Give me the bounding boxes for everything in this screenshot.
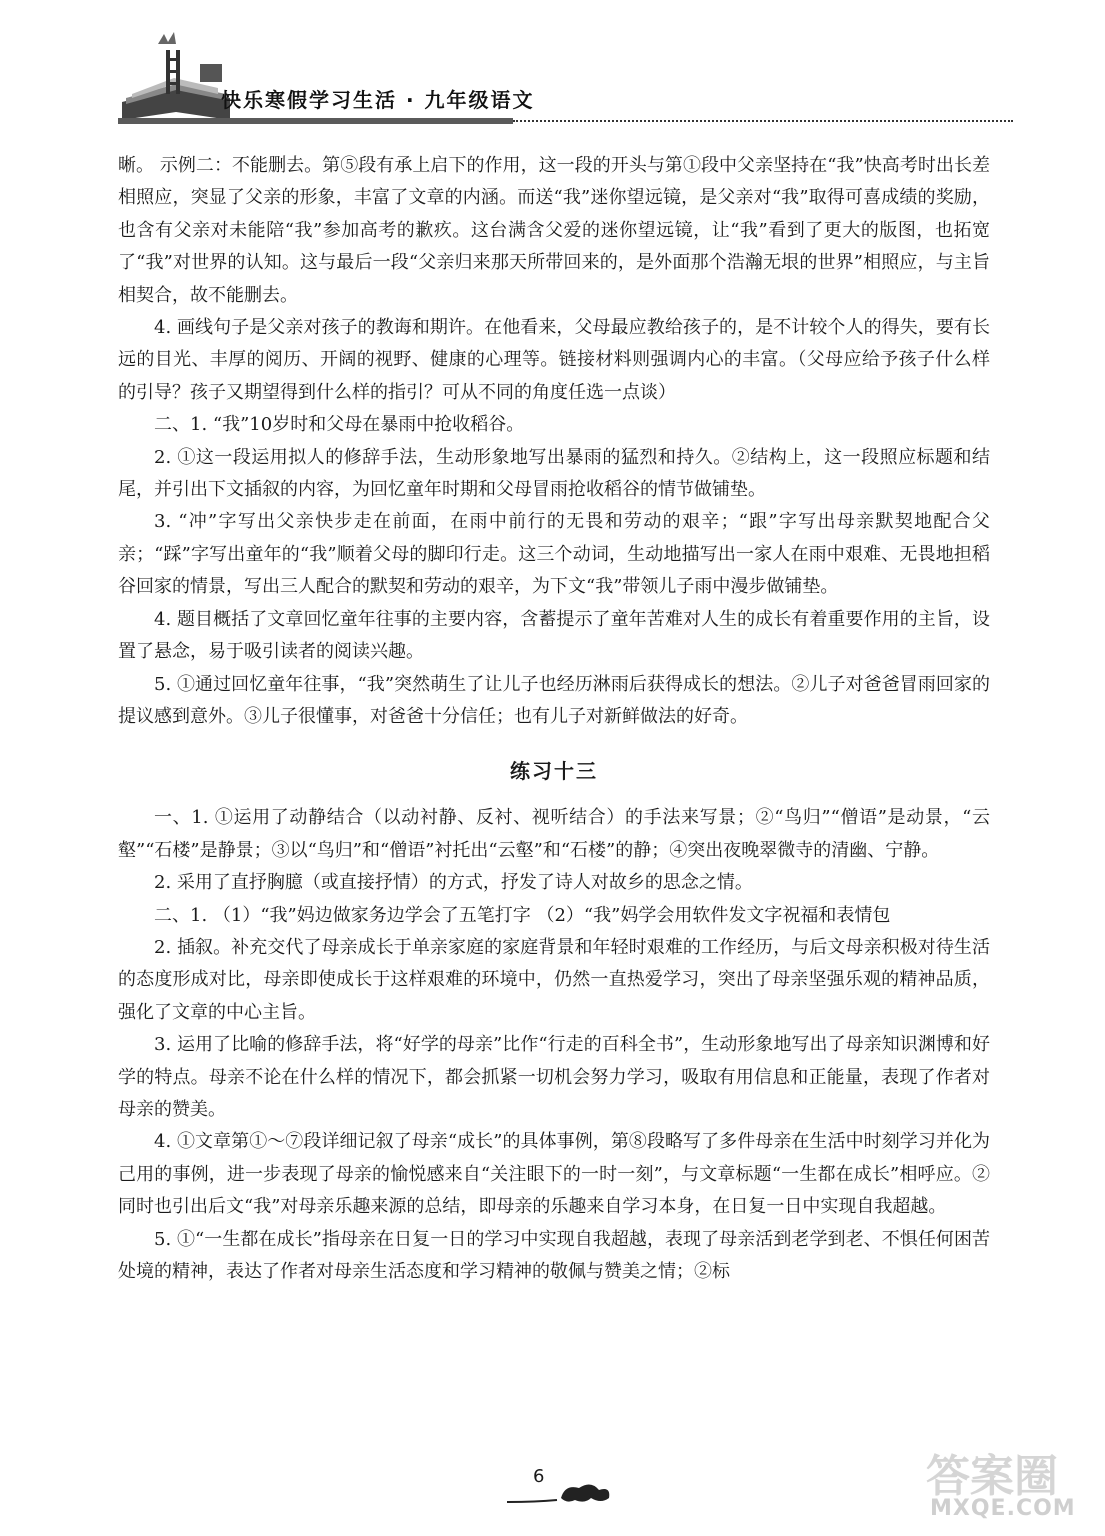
answer-paragraph: 2. 插叙。补充交代了母亲成长于单亲家庭的家庭背景和年轻时艰难的工作经历，与后文母亲积极对待生活的态度形成对比，母亲即使成长于这样艰难的环境中，仍然一直热爱学习，突出了母亲坚强乐观的精神品质，强化了文章的中心主旨。 bbox=[118, 936, 990, 1023]
header-dotted-line bbox=[513, 120, 1013, 122]
answer-paragraph: 晰。 示例二：不能删去。第⑤段有承上启下的作用，这一段的开头与第①段中父亲坚持在“我”快高考时出长差相照应，突显了父亲的形象，丰富了文章的内涵。而送“我”迷你望远镜，是父亲对“我”取得可喜成绩的奖励，也含有父亲对未能陪“我”参加高考的歉疚。这台满含父爱的迷你望远镜，让“我”看到了更大的版图，也拓宽了“我”对世界的认知。这与最后一段“父亲归来那天所带回来的，是外面那个浩瀚无垠的世界”相照应，与主旨相契合，故不能删去。 bbox=[118, 155, 990, 306]
answer-paragraph: 5. ①“一生都在成长”指母亲在日复一日的学习中实现自我超越，表现了母亲活到老学到老、不惧任何困苦处境的精神，表达了作者对母亲生活态度和学习精神的敬佩与赞美之情；②标 bbox=[118, 1228, 990, 1282]
answer-content bbox=[118, 150, 990, 1288]
page-number: 6 bbox=[533, 1466, 545, 1487]
answer-paragraph: 一、1. ①运用了动静结合（以动衬静、反衬、视听结合）的手法来写景；②“鸟归”“僧语”是动景，“云壑”“石楼”是静景；③以“鸟归”和“僧语”衬托出“云壑”和“石楼”的静；④突出夜晚翠微寺的清幽、宁静。 bbox=[118, 807, 990, 861]
book-series-title: 快乐寒假学习生活 · 九年级语文 bbox=[221, 88, 535, 112]
answer-paragraph: 2. 采用了直抒胸臆（或直接抒情）的方式，抒发了诗人对故乡的思念之情。 bbox=[154, 872, 753, 894]
answer-paragraph: 2. ①这一段运用拟人的修辞手法，生动形象地写出暴雨的猛烈和持久。②结构上，这一段照应标题和结尾，并引出下文插叙的内容，为回忆童年时期和父母冒雨抢收稻谷的情节做铺垫。 bbox=[118, 446, 990, 501]
book-logo-icon bbox=[118, 28, 238, 124]
answer-paragraph: 3. “冲”字写出父亲快步走在前面，在雨中前行的无畏和劳动的艰辛；“跟”字写出母亲默契地配合父亲；“踩”字写出童年的“我”顺着父母的脚印行走。这三个动词，生动地描写出一家人在雨中艰难、无畏地担稻谷回家的情景，写出三人配合的默契和劳动的艰辛，为下文“我”带领儿子雨中漫步做铺垫。 bbox=[118, 511, 990, 598]
answer-paragraph: 5. ①通过回忆童年往事，“我”突然萌生了让儿子也经历淋雨后获得成长的想法。②儿子对爸爸冒雨回家的提议感到意外。③儿子很懂事，对爸爸十分信任；也有儿子对新鲜做法的好奇。 bbox=[118, 673, 990, 727]
section-title: 练习十三 bbox=[510, 759, 598, 784]
answer-paragraph: 3. 运用了比喻的修辞手法，将“好学的母亲”比作“行走的百科全书”，生动形象地写出了母亲知识渊博和好学的特点。母亲不论在什么样的情况下，都会抓紧一切机会努力学习，吸取有用信息和正能量，表现了作者对母亲的赞美。 bbox=[118, 1034, 990, 1120]
page-footer bbox=[505, 1466, 625, 1506]
answer-paragraph: 4. 画线句子是父亲对孩子的教诲和期许。在他看来，父母最应教给孩子的，是不计较个人的得失，要有长远的目光、丰厚的阅历、开阔的视野、健康的心理等。链接材料则强调内心的丰富。（父母应给予孩子什么样的引导？孩子又期望得到什么样的指引？可从不同的角度任选一点谈） bbox=[118, 317, 990, 403]
watermark-domain: MXQE.COM bbox=[930, 1496, 1076, 1521]
answer-paragraph: 二、1. “我”10岁时和父母在暴雨中抢收稻谷。 bbox=[154, 414, 525, 436]
answer-paragraph: 4. ①文章第①～⑦段详细记叙了母亲“成长”的具体事例，第⑧段略写了多件母亲在生活中时刻学习并化为己用的事例，进一步表现了母亲的愉悦感来自“关注眼下的一时一刻”，与文章标题“一生都在成长”相呼应。②同时也引出后文“我”对母亲乐趣来源的总结，即母亲的乐趣来自学习本身，在日复一日中实现自我超越。 bbox=[118, 1131, 990, 1218]
watermark bbox=[920, 1440, 1100, 1530]
watermark-logo-text: 答案圈 bbox=[926, 1451, 1058, 1502]
cloud-swirl-icon bbox=[505, 1476, 625, 1506]
page-header bbox=[118, 28, 1018, 128]
answer-paragraph: 二、1. （1）“我”妈边做家务边学会了五笔打字 （2）“我”妈学会用软件发文字祝福和表情包 bbox=[154, 904, 891, 926]
header-rule bbox=[118, 118, 513, 124]
answer-paragraph: 4. 题目概括了文章回忆童年往事的主要内容，含蓄提示了童年苦难对人生的成长有着重要作用的主旨，设置了悬念，易于吸引读者的阅读兴趣。 bbox=[118, 608, 990, 663]
